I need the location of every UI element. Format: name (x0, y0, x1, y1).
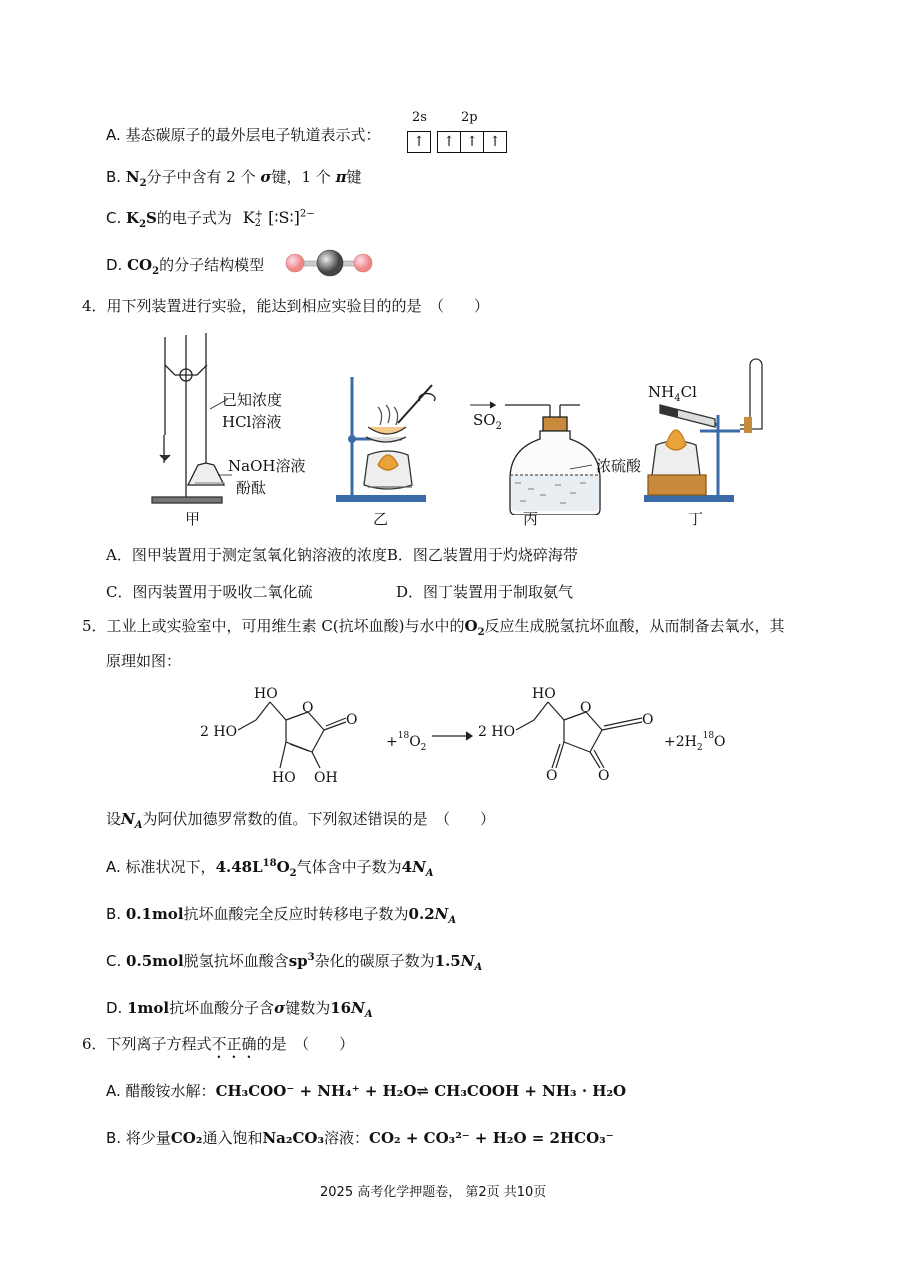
label-ho-top-left: HO (254, 686, 278, 702)
apparatus-figure (140, 325, 800, 515)
label-keto-o-2: O (598, 768, 610, 784)
emphasized-not-correct: 不正确 (211, 1035, 257, 1053)
ammonia-apparatus (644, 359, 762, 502)
label-known-concentration: 已知浓度 (222, 391, 283, 409)
electron-formula: K+ 2 [∶S∶]$^{2-}$ (242, 208, 315, 229)
orbital-2p-label: 2p (461, 110, 478, 125)
caption-jia: 甲 (185, 510, 201, 528)
label-oh-left: OH (314, 770, 338, 786)
q3-option-b: B. $N_2$分子中含有 2 个 σ键，1 个 π键 (106, 168, 362, 189)
carbon-atom (317, 250, 343, 276)
orbital-2p-box: ↑ (460, 131, 484, 153)
label-conc-sulfuric-acid: 浓硫酸 (596, 457, 642, 475)
q4-option-a: A．图甲装置用于测定氢氧化钠溶液的浓度B．图乙装置用于灼烧碎海带 (106, 546, 578, 564)
reaction-equation (196, 680, 736, 790)
page-footer: 2025 高考化学押题卷， 第2页 共10页 (320, 1185, 547, 1200)
titration-apparatus (152, 333, 232, 503)
label-keto-o-1: O (546, 768, 558, 784)
q4-option-c: C．图丙装置用于吸收二氧化硫 (106, 583, 313, 601)
label-carbonyl-o-right: O (642, 712, 654, 728)
label-2ho-right: 2 HO (478, 724, 516, 740)
label-ho-left: HO (272, 770, 296, 786)
orbital-2p-box: ↑ (437, 131, 461, 153)
label-so2: $SO_2$ (473, 411, 502, 432)
co2-model-image (284, 249, 376, 279)
label-h2-18o: $+2H_2^{18}O$ (664, 731, 726, 753)
q6-stem: 6．下列离子方程式不正确的是 （ ） (82, 1035, 355, 1053)
q4-stem: 4．用下列装置进行实验，能达到相应实验目的的是 （ ） (82, 297, 490, 315)
q6-option-a: A. 醋酸铵水解：CH₃COO⁻ + NH₄⁺ + H₂O⇌ CH₃COOH + NH₃ · H₂O (106, 1082, 627, 1100)
q3-option-c: C. $K_2S$的电子式为 K+ 2 [∶S∶]$^{2-}$ (106, 208, 315, 230)
caption-bing: 丙 (523, 510, 539, 528)
q5-option-a: A. 标准状况下，$4.48L^{18}O_2$气体含中子数为$4N_A$ (106, 858, 434, 879)
q5-stem-line1: 5．工业上或实验室中，可用维生素 C(抗坏血酸)与水中的$O_2$反应生成脱氢抗坏血酸，从而制备去氧水，其 (82, 617, 785, 638)
orbital-2p-box: ↑ (483, 131, 507, 153)
q4-option-b: B．图乙装置用于灼烧碎海带 (386, 546, 578, 564)
q5-stem-line2: 原理如图： (106, 652, 182, 670)
label-carbonyl-o-left: O (346, 712, 358, 728)
burning-apparatus (336, 377, 435, 502)
oxygen-atom (354, 254, 372, 272)
orbital-2s-label: 2s (412, 110, 427, 125)
label-ho-top-right: HO (532, 686, 556, 702)
label-ring-o-right: O (580, 700, 592, 716)
q3-option-a: A. 基态碳原子的最外层电子轨道表示式： (106, 126, 381, 144)
label-naoh-solution: NaOH溶液 (228, 457, 306, 475)
label-2ho-left: 2 HO (200, 724, 238, 740)
label-18o2: $+^{18}O_2$ (386, 731, 427, 753)
q3-option-d: D. $CO_2$的分子结构模型 (106, 256, 265, 277)
q5-option-d: D. 1mol抗坏血酸分子含σ键数为$16N_A$ (106, 999, 373, 1020)
q5-option-b: B. 0.1mol抗坏血酸完全反应时转移电子数为$0.2N_A$ (106, 905, 457, 926)
label-ring-o-left: O (302, 700, 314, 716)
caption-yi: 乙 (373, 510, 389, 528)
q4-option-d: D．图丁装置用于制取氨气 (396, 583, 574, 601)
label-hcl-solution: HCl溶液 (222, 413, 282, 431)
q6-option-b: B. 将少量CO₂通入饱和Na₂CO₃溶液：CO₂ + CO₃²⁻ + H₂O = 2HCO₃⁻ (106, 1129, 614, 1147)
label-phenolphthalein: 酚酞 (236, 479, 267, 497)
q5-question: 设$N_A$为阿伏加德罗常数的值。下列叙述错误的是 （ ） (106, 810, 496, 831)
q5-option-c: C. 0.5mol脱氢抗坏血酸含$sp^3$杂化的碳原子数为$1.5N_A$ (106, 952, 483, 973)
caption-ding: 丁 (688, 510, 704, 528)
orbital-2s-box: ↑ (407, 131, 431, 153)
oxygen-atom (286, 254, 304, 272)
label-nh4cl: $NH_4Cl$ (648, 383, 697, 404)
